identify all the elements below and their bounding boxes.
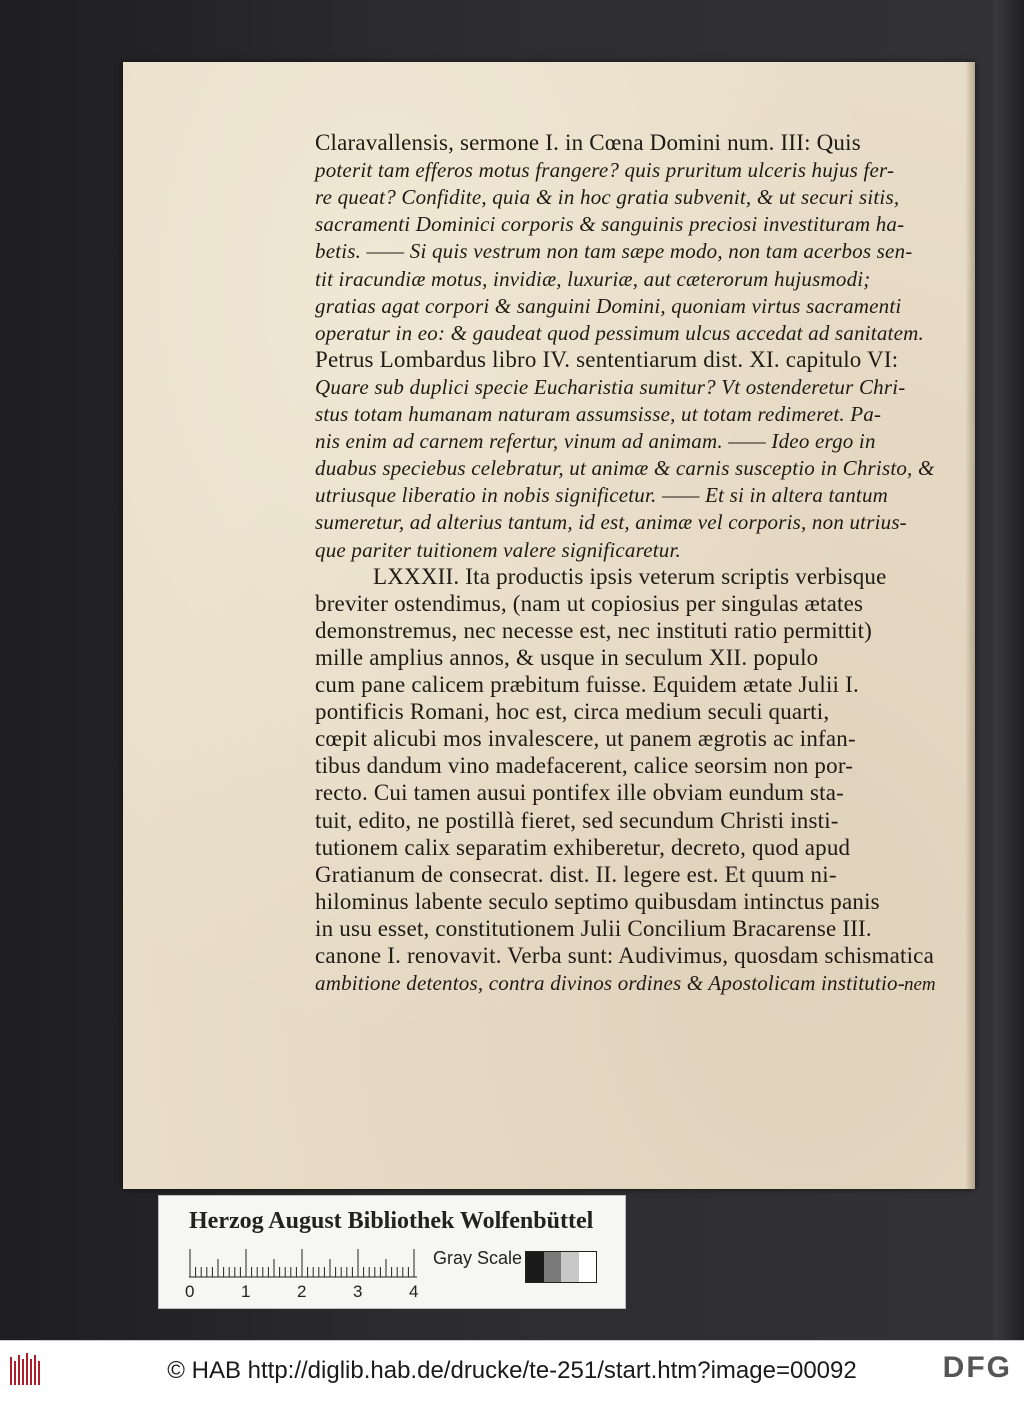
gray-swatch (544, 1252, 562, 1282)
ruler-number: 1 (241, 1282, 251, 1301)
text-line: LXXXII. Ita productis ipsis veterum scriptis verbisque (373, 563, 887, 589)
text-line: nis enim ad carnem refertur, vinum ad animam. —— Ideo ergo in (315, 429, 876, 454)
gray-swatch (526, 1252, 544, 1282)
catchword: nem (904, 974, 936, 995)
text-line: poterit tam efferos motus frangere? quis pruritum ulceris hujus fer- (315, 158, 895, 183)
text-line: Gratianum de consecrat. dist. II. legere est. Et quum ni- (315, 861, 837, 887)
gray-swatch (579, 1252, 597, 1282)
text-line: hilominus labente seculo septimo quibusdam intinctus panis (315, 888, 880, 914)
library-name: Herzog August Bibliothek Wolfenbüttel (189, 1208, 594, 1234)
dfg-logo: DFG (942, 1351, 1012, 1384)
text-line: Claravallensis, sermone I. in Cœna Domini num. III: Quis (315, 130, 861, 155)
text-line: tuit, edito, ne postillà fieret, sed secundum Christi insti- (315, 807, 839, 833)
text-line: Quare sub duplici specie Eucharistia sumitur? Vt ostenderetur Chri- (315, 374, 906, 399)
text-line: breviter ostendimus, (nam ut copiosius per singulas ætates (315, 590, 864, 616)
text-line: Petrus Lombardus libro IV. sententiarum dist. XI. capitulo VI: (315, 346, 899, 372)
ruler-number: 4 (409, 1282, 419, 1301)
text-line: cœpit alicubi mos invalescere, ut panem ægrotis ac infan- (315, 726, 856, 752)
text-line: sumeretur, ad alterius tantum, id est, animæ vel corporis, non utrius- (315, 510, 907, 535)
text-line: tit iracundiæ motus, invidiæ, luxuriæ, aut cæterorum hujusmodi; (315, 266, 871, 291)
gray-scale-swatches (525, 1251, 597, 1283)
ruler-number: 0 (185, 1282, 195, 1301)
text-line: betis. —— Si quis vestrum non tam sæpe modo, non tam acerbos sen- (315, 239, 913, 264)
text-line: utriusque liberatio in nobis significetur. —— Et si in altera tantum (315, 483, 889, 508)
gray-swatch (561, 1252, 579, 1282)
text-line: mille amplius annos, & usque in seculum XII. populo (315, 644, 819, 670)
viewer-edge (994, 0, 1024, 1340)
gray-scale-label: Gray Scale (433, 1248, 523, 1268)
text-line: ambitione detentos, contra divinos ordines & Apostolicam institutio- (315, 971, 905, 996)
text-line: que pariter tuitionem valere significaretur. (315, 537, 681, 562)
text-line: operatur in eo: & gaudeat quod pessimum ulcus accedat ad sanitatem. (315, 320, 924, 345)
text-line: pontificis Romani, hoc est, circa medium seculi quarti, (315, 699, 830, 725)
text-line: in usu esset, constitutionem Julii Concilium Bracarense III. (315, 915, 872, 941)
text-line: duabus speciebus celebratur, ut animæ & carnis susceptio in Christo, & (315, 456, 935, 481)
text-line: stus totam humanam naturam assumsisse, ut totam redimeret. Pa- (315, 402, 882, 426)
ruler-number: 2 (297, 1282, 307, 1301)
text-line: sacramenti Dominici corporis & sanguinis preciosi investituram ha- (315, 212, 905, 237)
text-line: tutionem calix separatim exhiberetur, decreto, quod apud (315, 834, 851, 860)
scale-ruler (189, 1248, 417, 1278)
page-gutter-shadow (965, 62, 975, 1189)
footer-bar (0, 1340, 1024, 1402)
text-line: gratias agat corpori & sanguini Domini, quoniam virtus sacramenti (315, 293, 902, 318)
text-line: tibus dandum vino madefacerent, calice seorsim non por- (315, 753, 854, 779)
color-target-card (158, 1195, 626, 1309)
copyright-url[interactable]: © HAB http://diglib.hab.de/drucke/te-251/start.htm?image=00092 (167, 1357, 857, 1384)
text-line: re queat? Confidite, quia & in hoc gratia subvenit, & ut securi sitis, (315, 185, 900, 210)
text-line: recto. Cui tamen ausui pontifex ille obviam eundum sta- (315, 780, 845, 806)
text-line: canone I. renovavit. Verba sunt: Audivimus, quosdam schismatica (315, 943, 935, 968)
ruler-number: 3 (353, 1282, 363, 1301)
text-line: demonstremus, nec necesse est, nec instituti ratio permittit) (315, 617, 873, 643)
text-line: cum pane calicem præbitum fuisse. Equidem ætate Julii I. (315, 672, 859, 697)
